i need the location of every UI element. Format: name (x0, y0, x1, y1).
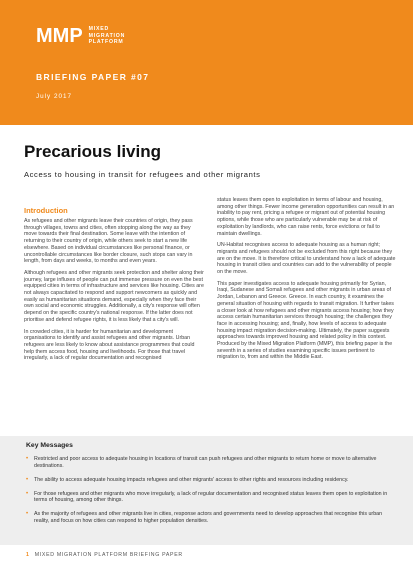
page-subtitle: Access to housing in transit for refugees and other migrants (24, 170, 261, 179)
brand (36, 26, 125, 46)
intro-heading: Introduction (24, 206, 68, 215)
paragraph: UN-Habitat recognises access to adequate housing as a human right; migrants and refugees should not be excluded from this right because they are on the move. It is therefore critical to understand how a lack of adequate housing in transit cities and countries can add to the vulnerability of people on the move. (217, 242, 396, 276)
series-label: BRIEFING PAPER #07 (36, 72, 150, 82)
brand-line-1: MIXED (88, 26, 110, 33)
footer (26, 552, 183, 558)
bullet-icon: • (26, 490, 29, 497)
brand-line-3: PLATFORM (88, 39, 124, 46)
list-item (26, 491, 391, 504)
page-number: 1 (26, 552, 30, 558)
list-item (26, 511, 391, 524)
paragraph: status leaves them open to exploitation in terms of labour and housing, among other things. Fewer income generation opportunities can result in an inability to pay rent, pricing a refugee or migrant out of potential housing options, while those who are particularly vulnerable may be at risk of exploitation by landlords, who can raise rents, force evictions or fail to maintain dwellings. (217, 197, 395, 237)
left-column (24, 197, 204, 367)
brand-name (89, 26, 126, 45)
right-column (217, 197, 397, 366)
paragraph: As refugees and other migrants leave their countries of origin, they pass through villages, towns and cities, often stopping along the way as they move towards their final destination. Some leave with the intention of returning to their country of origin, while others seek to start a new life elsewhere. Based on individual circumstances like personal finance, or uncontrollable circumstances like border closure, such stops can vary in length, from days and weeks, to months and even years. (24, 218, 193, 265)
paragraph: In crowded cities, it is harder for humanitarian and development organisations to identify and assist refugees and other migrants. Urban refugees are less likely to know about assistance programmes that could help them access food, housing and livelihoods. For those that travel irregularly, a lack of regular documentation and recognised (24, 328, 195, 362)
paragraph: This paper investigates access to adequate housing primarily for Syrian, Iraqi, Sudanese and Somali refugees and other migrants in urban areas of Jordan, Lebanon and Greece. Greece. In each country, it examines the general situation of housing with regards to transit migration. It further takes a closer look at how refugees and other migrants access housing; how they access certain humanitarian services through housing; the challenges they face in accessing housing; and, finally, how levels of access to adequate housing impact migration decision-making. Ultimately, the paper suggests approaches towards improved housing and related policy in this context. Produced by the Mixed Migration Platform (MMP), this briefing paper is the seventh in a series of studies examining specific issues pertinent to migration to, from and within the Middle East. (217, 280, 394, 361)
footer-text: MIXED MIGRATION PLATFORM BRIEFING PAPER (34, 552, 183, 558)
bullet-icon: • (26, 456, 29, 462)
page-title: Precarious living (24, 142, 161, 161)
key-messages-list (26, 456, 391, 532)
bullet-icon: • (26, 511, 29, 518)
key-message-text: Restricted and poor access to adequate housing in locations of transit can push refugees and other migrants to return home or move to alternative destinations. (34, 456, 377, 469)
publication-date: July 2017 (36, 93, 72, 100)
list-item (26, 477, 391, 484)
header-banner (0, 0, 413, 125)
bullet-icon: • (26, 476, 29, 483)
paragraph: Although refugees and other migrants seek protection and shelter along their journey, large influxes of people can put immense pressure on even the best equipped cities in terms of infrastructure and services like housing. Cities are not always capacitated to respond and support newcomers as quickly and easily as humanitarian situations demand, especially when they face their own social and economic struggles. Additionally, a city's response will often depend on the specific country's national response. If the latter does not prioritise and defend refugee rights, it is less likely that a city's will. (24, 269, 204, 323)
list-item (26, 456, 391, 469)
key-messages-box (0, 436, 413, 545)
key-message-text: The ability to access adequate housing impacts refugees and other migrants' access to other rights and resources including residency. (34, 476, 349, 483)
brand-line-2: MIGRATION (88, 32, 126, 39)
key-message-text: For those refugees and other migrants who move irregularly, a lack of regular documentation and recognised status leaves them open to exploitation in terms of housing, among other things. (34, 490, 388, 504)
mmp-logo: MMP (36, 25, 83, 47)
key-messages-heading: Key Messages (26, 442, 73, 449)
key-message-text: As the majority of refugees and other migrants live in cities, response actors and governments need to develop approaches that recognise this urban reality, and focus on how cities can respond to higher population densities. (34, 511, 383, 525)
